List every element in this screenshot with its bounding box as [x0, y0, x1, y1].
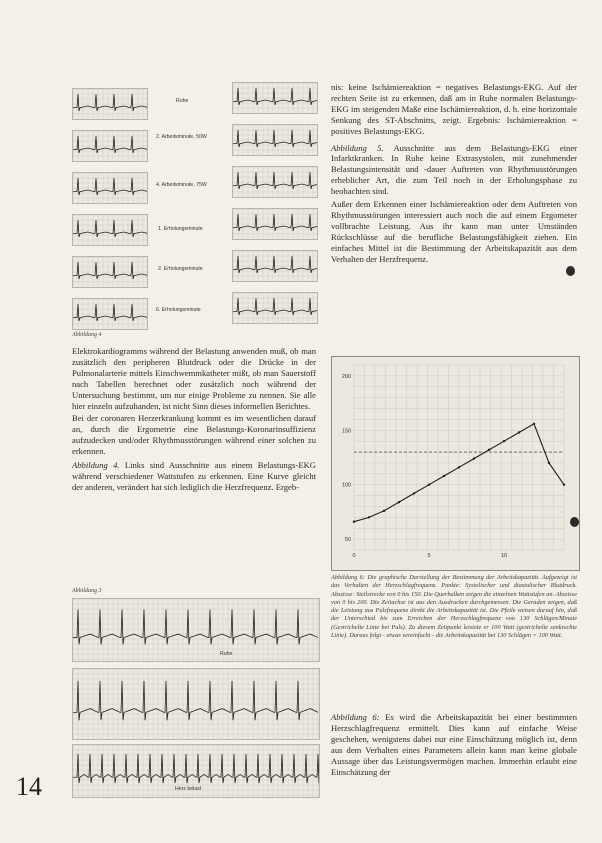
binder-hole-top [566, 266, 575, 276]
ecg-strip-left-3 [72, 172, 148, 204]
ecg-strip-right-3 [232, 166, 318, 198]
data-point [563, 484, 565, 486]
caption-text: Abbildung 6: Die graphische Darstellung der Bestimmung der Arbeitskapazität. Aufgezeigt ist das Verhalten der Herzschlagfrequenz. Punkte: Systolischer und diastolischer Blutdruck. Abszisse: Steilstrecke von 0 bis 150. Die Querbalken zeigen die einzelnen Wattstufen an. Abszisse von 0 bis 200. Die Zeitachse ist aus den Ausdrucken durchgemessen. Die Geraden zeigen, daß die Leistung aus Pulsfrequenz direkt die Arbeitskapazität ist. Die Pfeile weisen darauf hin, daß der Unterschied bis zum Erreichen der Herzschlagfrequenz von 130 Schlägen/Minute (Gestrichelte Linie bei Puls). Zu diesem Zeitpunkt leistete er 100 Watt (gestrichelte senkrechte Linie). Daraus folgt - etwas vereinfacht - die Arbeitskapazität bei 130 Schlägen = 100 Watt. [331, 574, 577, 640]
paragraph-lead: Abbildung 5. [331, 142, 384, 153]
paragraph-body: Links sind Ausschnitte aus einem Belastungs-EKG während verschiedener Wattstufen zu erkennen. Eine Kurve gleicht der anderen, verändert hat sich lediglich die Herzfrequenz. Ergeb- [72, 460, 316, 492]
data-point [548, 462, 550, 464]
paragraph: nis: keine Ischämiereaktion = negatives Belastungs-EKG. Auf der rechten Seite ist zu erkennen, daß am in Ruhe normalen Belastungs-EKG im steigenden Maße eine Ischämiereaktion, d. h. eine horizontale Senkung des ST-Abschnitts, zeigt. Ergebnis: Ischämiereaktion = positives Belastungs-EKG. [331, 82, 577, 136]
figure-3-bottom-label: Herz belast [175, 786, 202, 792]
paragraph: Außer dem Erkennen einer Ischämiereaktion oder dem Auftreten von Rhythmusstörungen interessiert auch noch die auf einem Ergometer vollbrachte Leistung. Aus ihr kann man unter Umständen Rückschlüsse auf die berufliche Belastungsfähigkeit ziehen. Ein einfaches Mittel ist die Bestimmung der Arbeitskapazität aus dem Verhalten der Herzfrequenz. [331, 199, 577, 264]
y-tick-label: 150 [341, 428, 351, 435]
ecg-strip-left-6 [72, 298, 148, 330]
data-point [443, 475, 445, 477]
ecg-strip-left-2 [72, 130, 148, 162]
paragraph-lead: Abbildung 6: [331, 712, 380, 722]
data-point [398, 501, 400, 503]
column-right-text-top [331, 82, 577, 267]
data-point [533, 423, 535, 425]
paragraph-body: Ausschnitte aus dem Belastungs-EKG einer Infarktkranken. In Ruhe keine Extrasystolen, mit zunehmender Belastungsintensität und -dauer Auftreten von Rhythmusstörungen erheblicher Art, die zum Teil noch in der Erholungsphase zu beobachten sind. [331, 142, 578, 197]
ecg-strip-left-4 [72, 214, 148, 246]
strip-label-5: 2. Erholungsminute [158, 266, 203, 272]
data-point [428, 484, 430, 486]
data-point [368, 516, 370, 518]
data-point [413, 492, 415, 494]
paragraph: Elektrokardiogramms während der Belastung anwenden muß, ob man zusätzlich den peripheren Blutdruck oder die Drücke in der Pulmonalarterie mittels Einschwemmkatheter mißt, ob man Sauerstoff nach Tabellen berechnet oder zusätzlich noch während der Untersuchung bestimmt, um nur einige Probleme zu nennen. Sie alle hier einzeln aufzuhanden, ist nicht Sinn dieses informellen Berichtes. [72, 346, 316, 411]
page-number: 14 [16, 772, 42, 801]
data-point [488, 449, 490, 451]
paragraph-lead: Abbildung 4. [72, 460, 120, 471]
ecg-strip-left-5 [72, 256, 148, 288]
strip-label-4: 1. Erholungsminute [158, 226, 203, 232]
strip-label-2: 2. Arbeitsminute, 50W [156, 134, 207, 140]
ecg-strip-right-6 [232, 292, 318, 324]
figure-3-title: Abbildung 3 [72, 588, 102, 594]
data-point [458, 466, 460, 468]
column-left-text [72, 346, 316, 495]
ecg-strip-right-5 [232, 250, 318, 282]
column-right-text-bottom [331, 712, 577, 779]
paragraph-body: Es wird die Arbeitskapazität bei einer bestimmten Herzschlagfrequenz ermittelt. Dies kann auf einfache Weise geschehen, wenigstens dabei nur eine Einschätzung möglich ist, denn aus dem Verhalten eines Parameters allein kann man keine globale Aussage über das Leistungsvermögen machen. Immerhin erlaubt eine Einschätzung der [331, 712, 577, 777]
figure-3-strip-middle [72, 668, 320, 740]
y-tick-label: 50 [344, 537, 351, 544]
data-point [353, 521, 355, 523]
binder-hole-bottom [570, 517, 579, 527]
y-tick-label: 200 [341, 373, 351, 380]
data-point [383, 510, 385, 512]
figure-3-strip-label: Ruhe [220, 651, 233, 657]
figure-4-caption: Abbildung 4 [72, 332, 102, 338]
y-tick-label: 100 [341, 482, 351, 489]
paragraph: Bei der coronaren Herzerkrankung kommt es im wesentlichen darauf an, durch die Ergometrie eine Belastungs-Koronarinsuffizienz aufzudecken und/oder Rhythmusstörungen während einer solchen zu erkennen. [72, 413, 316, 457]
data-point [503, 440, 505, 442]
x-tick-label: 5 [427, 553, 431, 559]
strip-label-1: Ruhe [176, 98, 189, 104]
ecg-strip-right-4 [232, 208, 318, 240]
ecg-strip-right-1 [232, 82, 318, 114]
data-point [518, 431, 520, 433]
ecg-strip-left-1 [72, 88, 148, 120]
x-tick-label: 0 [352, 553, 356, 559]
figure-3-strip-top [72, 598, 320, 662]
paragraph [331, 143, 577, 198]
work-capacity-chart [331, 356, 580, 571]
x-tick-label: 10 [500, 553, 508, 559]
strip-label-3: 4. Arbeitsminute, 75W [156, 182, 207, 188]
strip-label-6: 6. Erholungsminute [156, 307, 201, 313]
paragraph [72, 460, 316, 493]
data-point [473, 457, 475, 459]
ecg-strip-right-2 [232, 124, 318, 156]
figure-6-caption [331, 574, 577, 640]
chart-svg [332, 357, 579, 570]
paragraph [331, 712, 577, 777]
